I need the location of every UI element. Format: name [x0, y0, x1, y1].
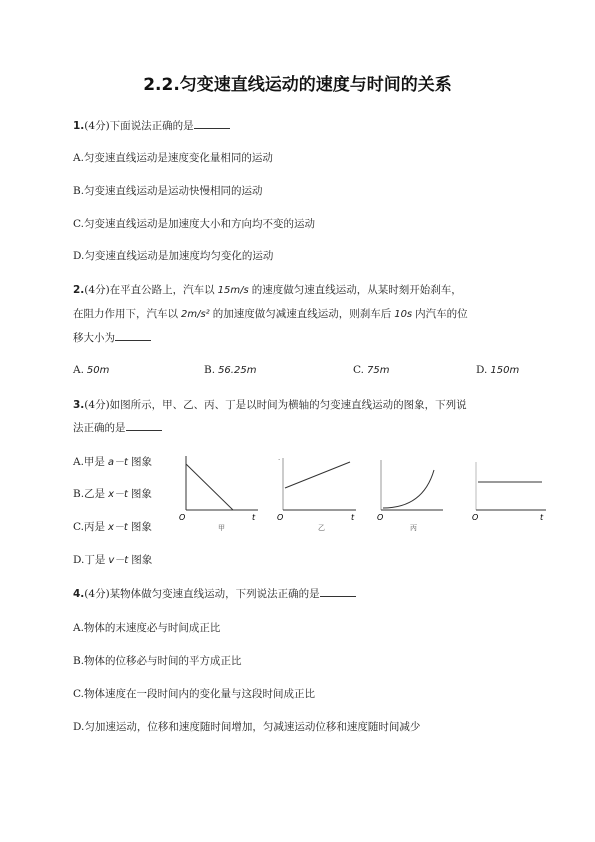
t-axis-label: t — [540, 513, 544, 522]
question-text: (4分)在平直公路上，汽车以 — [84, 284, 215, 296]
graph-caption: 甲 — [218, 524, 225, 532]
answer-blank[interactable] — [115, 331, 151, 341]
time-value: 10s — [394, 309, 413, 320]
option-a: A.匀变速直线运动是速度变化量相同的运动 — [73, 152, 273, 164]
option-b: B.匀变速直线运动是运动快慢相同的运动 — [73, 185, 263, 197]
question-number: 1. — [73, 120, 85, 132]
graph-bing — [377, 460, 443, 532]
question-3-line-2 — [73, 421, 162, 435]
question-number: 3. — [73, 399, 85, 411]
speed-value: 15m/s — [217, 285, 249, 296]
option-b: B. 56.25m — [204, 364, 257, 376]
option-a: A. 50m — [73, 364, 110, 376]
option-a: A.甲是 a－t 图象 — [73, 456, 152, 468]
answer-blank[interactable] — [194, 119, 230, 129]
question-text: (4分)某物体做匀变速直线运动，下列说法正确的是 — [84, 588, 320, 600]
question-text: 内汽车的位 — [415, 308, 468, 320]
answer-blank[interactable] — [126, 421, 162, 431]
question-3 — [73, 398, 467, 412]
graph-ding — [472, 462, 546, 522]
option-c: C.物体速度在一段时间内的变化量与这段时间成正比 — [73, 688, 315, 700]
option-b: B.物体的位移必与时间的平方成正比 — [73, 655, 242, 667]
question-text: 在阻力作用下，汽车以 — [73, 308, 178, 320]
question-text: 法正确的是 — [73, 422, 126, 434]
answer-blank[interactable] — [320, 587, 356, 597]
question-text: (4分)如图所示，甲、乙、丙、丁是以时间为横轴的匀变速直线运动的图象，下列说 — [84, 399, 467, 411]
t-axis-label: t — [351, 513, 355, 522]
acceleration-value: 2m/s² — [181, 309, 210, 320]
option-d: D.匀加速运动，位移和速度随时间增加，匀减速运动位移和速度随时间减少 — [73, 721, 421, 733]
graph-caption: 丙 — [410, 524, 417, 532]
origin-label: O — [377, 513, 384, 522]
question-2-line-2 — [73, 307, 468, 322]
option-d: D. 150m — [476, 364, 520, 376]
t-axis-label: t — [252, 513, 256, 522]
option-c: C. 75m — [353, 364, 390, 376]
graph-caption: 乙 — [318, 524, 325, 532]
option-d: D.丁是 v－t 图象 — [73, 554, 153, 566]
question-2 — [73, 283, 462, 298]
svg-text:·: · — [278, 456, 281, 464]
option-c: C.匀变速直线运动是加速度大小和方向均不变的运动 — [73, 218, 315, 230]
question-1 — [73, 119, 230, 133]
question-text: 移大小为 — [73, 332, 115, 344]
question-text: 的速度做匀速直线运动，从某时刻开始刹车， — [251, 284, 462, 296]
option-c: C.丙是 x－t 图象 — [73, 521, 152, 533]
option-a: A.物体的末速度必与时间成正比 — [73, 622, 221, 634]
question-number: 2. — [73, 284, 85, 296]
motion-graphs — [178, 448, 550, 534]
origin-label: O — [277, 513, 284, 522]
graph-jia — [179, 456, 258, 532]
origin-label: O — [472, 513, 479, 522]
page-title: 2.2.匀变速直线运动的速度与时间的关系 — [143, 75, 452, 95]
origin-label: O — [179, 513, 186, 522]
question-4 — [73, 587, 356, 601]
question-text: 的加速度做匀减速直线运动，则刹车后 — [212, 308, 392, 320]
question-2-line-3 — [73, 331, 151, 345]
option-b: B.乙是 x－t 图象 — [73, 488, 152, 500]
question-number: 4. — [73, 588, 85, 600]
option-d: D.匀变速直线运动是加速度均匀变化的运动 — [73, 250, 274, 262]
question-text: (4分)下面说法正确的是 — [84, 120, 194, 132]
graph-yi — [277, 456, 356, 532]
